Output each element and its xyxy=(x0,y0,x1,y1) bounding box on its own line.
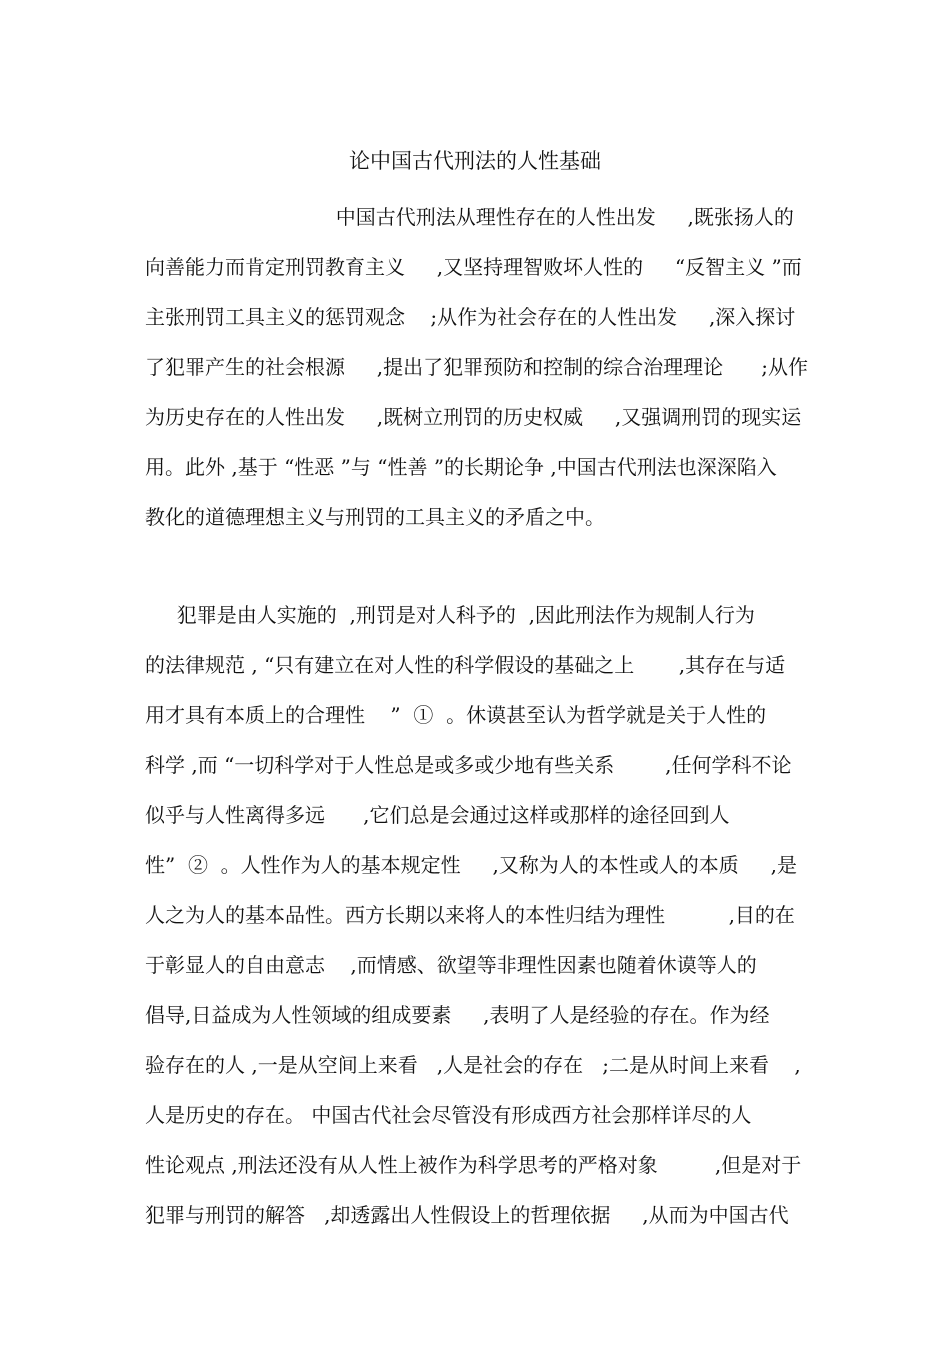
body-line: 倡导,日益成为人性领域的组成要素 ,表明了人是经验的存在。作为经 xyxy=(145,1003,770,1027)
abstract-line: 教化的道德理想主义与刑罚的工具主义的矛盾之中。 xyxy=(145,505,605,529)
abstract-line: 中国古代刑法从理性存在的人性出发 ,既张扬人的 xyxy=(145,205,794,229)
abstract-line: 了犯罪产生的社会根源 ,提出了犯罪预防和控制的综合治理理论 ;从作 xyxy=(145,355,809,379)
abstract-line: 为历史存在的人性出发 ,既树立刑罚的历史权威 ,又强调刑罚的现实运 xyxy=(145,405,802,429)
body-line: 人是历史的存在。 中国古代社会尽管没有形成西方社会那样详尽的人 xyxy=(145,1103,752,1127)
abstract-line: 用。此外 ,基于 “性恶 ”与 “性善 ”的长期论争 ,中国古代刑法也深深陷入 xyxy=(145,455,777,479)
abstract-line: 主张刑罚工具主义的惩罚观念 ;从作为社会存在的人性出发 ,深入探讨 xyxy=(145,305,796,329)
body-line: 的法律规范 , “只有建立在对人性的科学假设的基础之上 ,其存在与适 xyxy=(145,653,786,677)
body-line: 犯罪是由人实施的 ,刑罚是对人科予的 ,因此刑法作为规制人行为 xyxy=(145,603,755,627)
body-line: 犯罪与刑罚的解答 ,却透露出人性假设上的哲理依据 ,从而为中国古代 xyxy=(145,1203,789,1227)
body-line: 似乎与人性离得多远 ,它们总是会通过这样或那样的途径回到人 xyxy=(145,803,730,827)
body-line: 性” ② 。人性作为人的基本规定性 ,又称为人的本性或人的本质 ,是 xyxy=(145,853,797,877)
abstract-line: 向善能力而肯定刑罚教育主义 ,又坚持理智败坏人性的 “反智主义 ”而 xyxy=(145,255,802,279)
body-line: 验存在的人 ,一是从空间上来看 ,人是社会的存在 ;二是从时间上来看 , xyxy=(145,1053,801,1077)
document-title: 论中国古代刑法的人性基础 xyxy=(349,149,601,173)
body-line: 于彰显人的自由意志 ,而情感、欲望等非理性因素也随着休谟等人的 xyxy=(145,953,757,977)
body-line: 人之为人的基本品性。西方长期以来将人的本性归结为理性 ,目的在 xyxy=(145,903,795,927)
body-line: 用才具有本质上的合理性 ” ① 。休谟甚至认为哲学就是关于人性的 xyxy=(145,703,767,727)
body-line: 性论观点 ,刑法还没有从人性上被作为科学思考的严格对象 ,但是对于 xyxy=(145,1153,802,1177)
body-line: 科学 ,而 “一切科学对于人性总是或多或少地有些关系 ,任何学科不论 xyxy=(145,753,792,777)
